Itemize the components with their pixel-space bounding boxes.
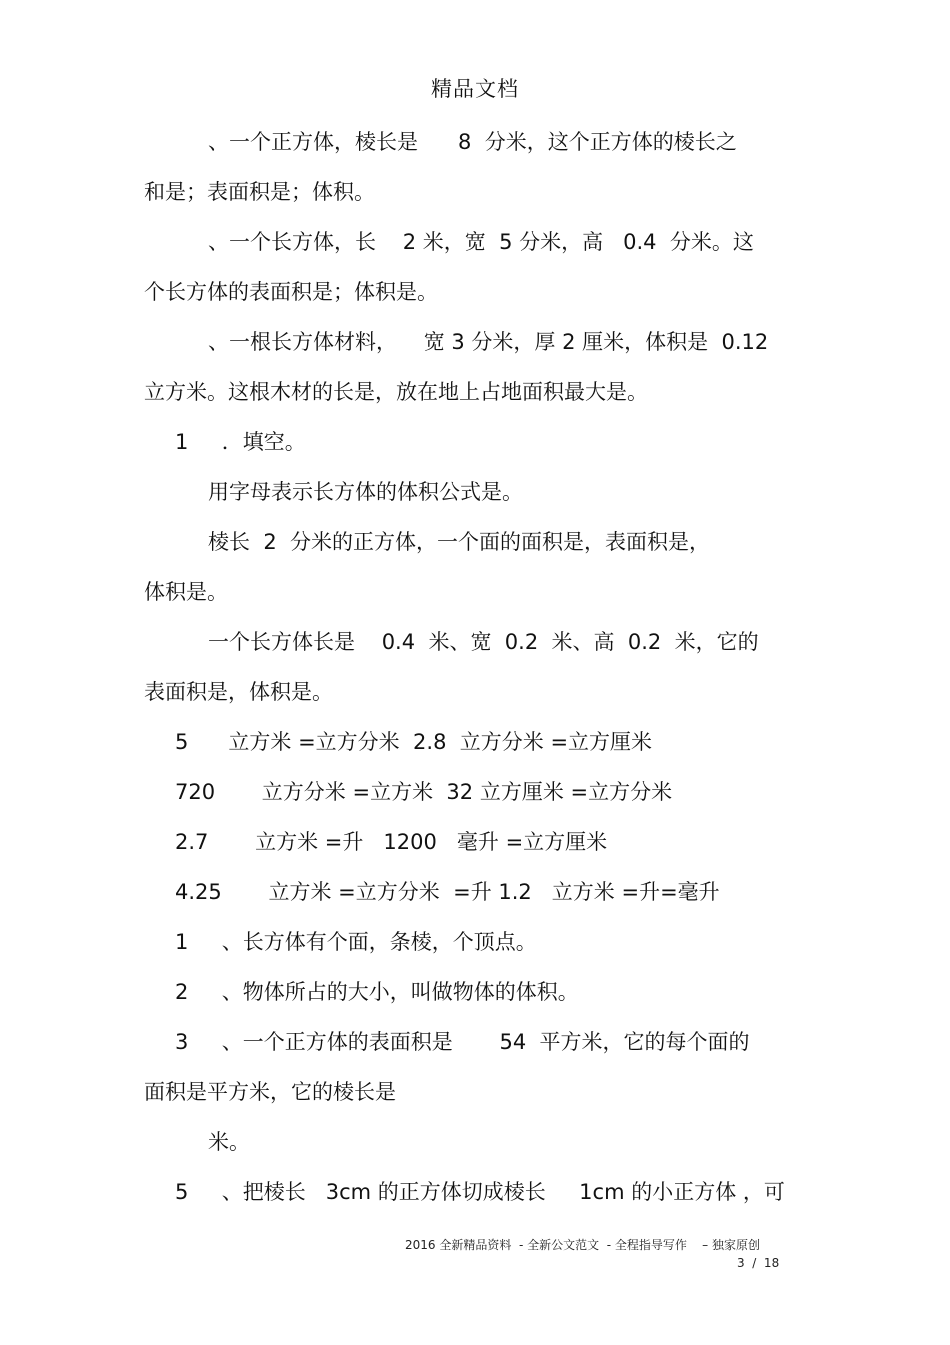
text-line-15: 2.7 立方米 =升 1200 毫升 =立方厘米 — [175, 830, 608, 854]
text-line-2: 和是；表面积是；体积。 — [144, 180, 375, 204]
text-line-20: 面积是平方米，它的棱长是 — [144, 1080, 396, 1104]
text-line-6: 立方米。这根木材的长是，放在地上占地面积最大是。 — [144, 380, 648, 404]
text-line-13: 5 立方米 =立方分米 2.8 立方分米 =立方厘米 — [175, 730, 653, 754]
text-line-4: 个长方体的表面积是；体积是。 — [144, 280, 438, 304]
text-line-9: 棱长 2 分米的正方体，一个面的面积是，表面积是， — [208, 530, 711, 554]
page-header-title: 精品文档 — [431, 77, 519, 101]
text-line-3: 、一个长方体，长 2 米，宽 5 分米，高 0.4 分米。这 — [208, 230, 754, 254]
text-line-22: 5 、把棱长 3cm 的正方体切成棱长 1cm 的小正方体 ，可 — [175, 1180, 785, 1204]
text-line-21: 米。 — [208, 1130, 250, 1154]
page-number: 3 / 18 — [737, 1256, 780, 1270]
text-line-8: 用字母表示长方体的体积公式是。 — [208, 480, 523, 504]
text-line-7: 1 ．填空。 — [175, 430, 306, 454]
text-line-12: 表面积是，体积是。 — [144, 680, 333, 704]
text-line-16: 4.25 立方米 =立方分米 =升 1.2 立方米 =升=毫升 — [175, 880, 720, 904]
text-line-14: 720 立方分米 =立方米 32 立方厘米 =立方分米 — [175, 780, 673, 804]
footer-text: 2016 全新精品资料 - 全新公文范文 - 全程指导写作 – 独家原创 — [405, 1238, 760, 1252]
text-line-19: 3 、一个正方体的表面积是 54 平方米，它的每个面的 — [175, 1030, 750, 1054]
text-line-10: 体积是。 — [144, 580, 228, 604]
text-line-18: 2 、物体所占的大小，叫做物体的体积。 — [175, 980, 579, 1004]
text-line-11: 一个长方体长是 0.4 米、宽 0.2 米、高 0.2 米，它的 — [208, 630, 759, 654]
text-line-1: 、一个正方体，棱长是 8 分米，这个正方体的棱长之 — [208, 130, 737, 154]
text-line-17: 1 、长方体有个面，条棱，个顶点。 — [175, 930, 537, 954]
text-line-5: 、一根长方体材料， 宽 3 分米，厚 2 厘米，体积是 0.12 — [208, 330, 769, 354]
